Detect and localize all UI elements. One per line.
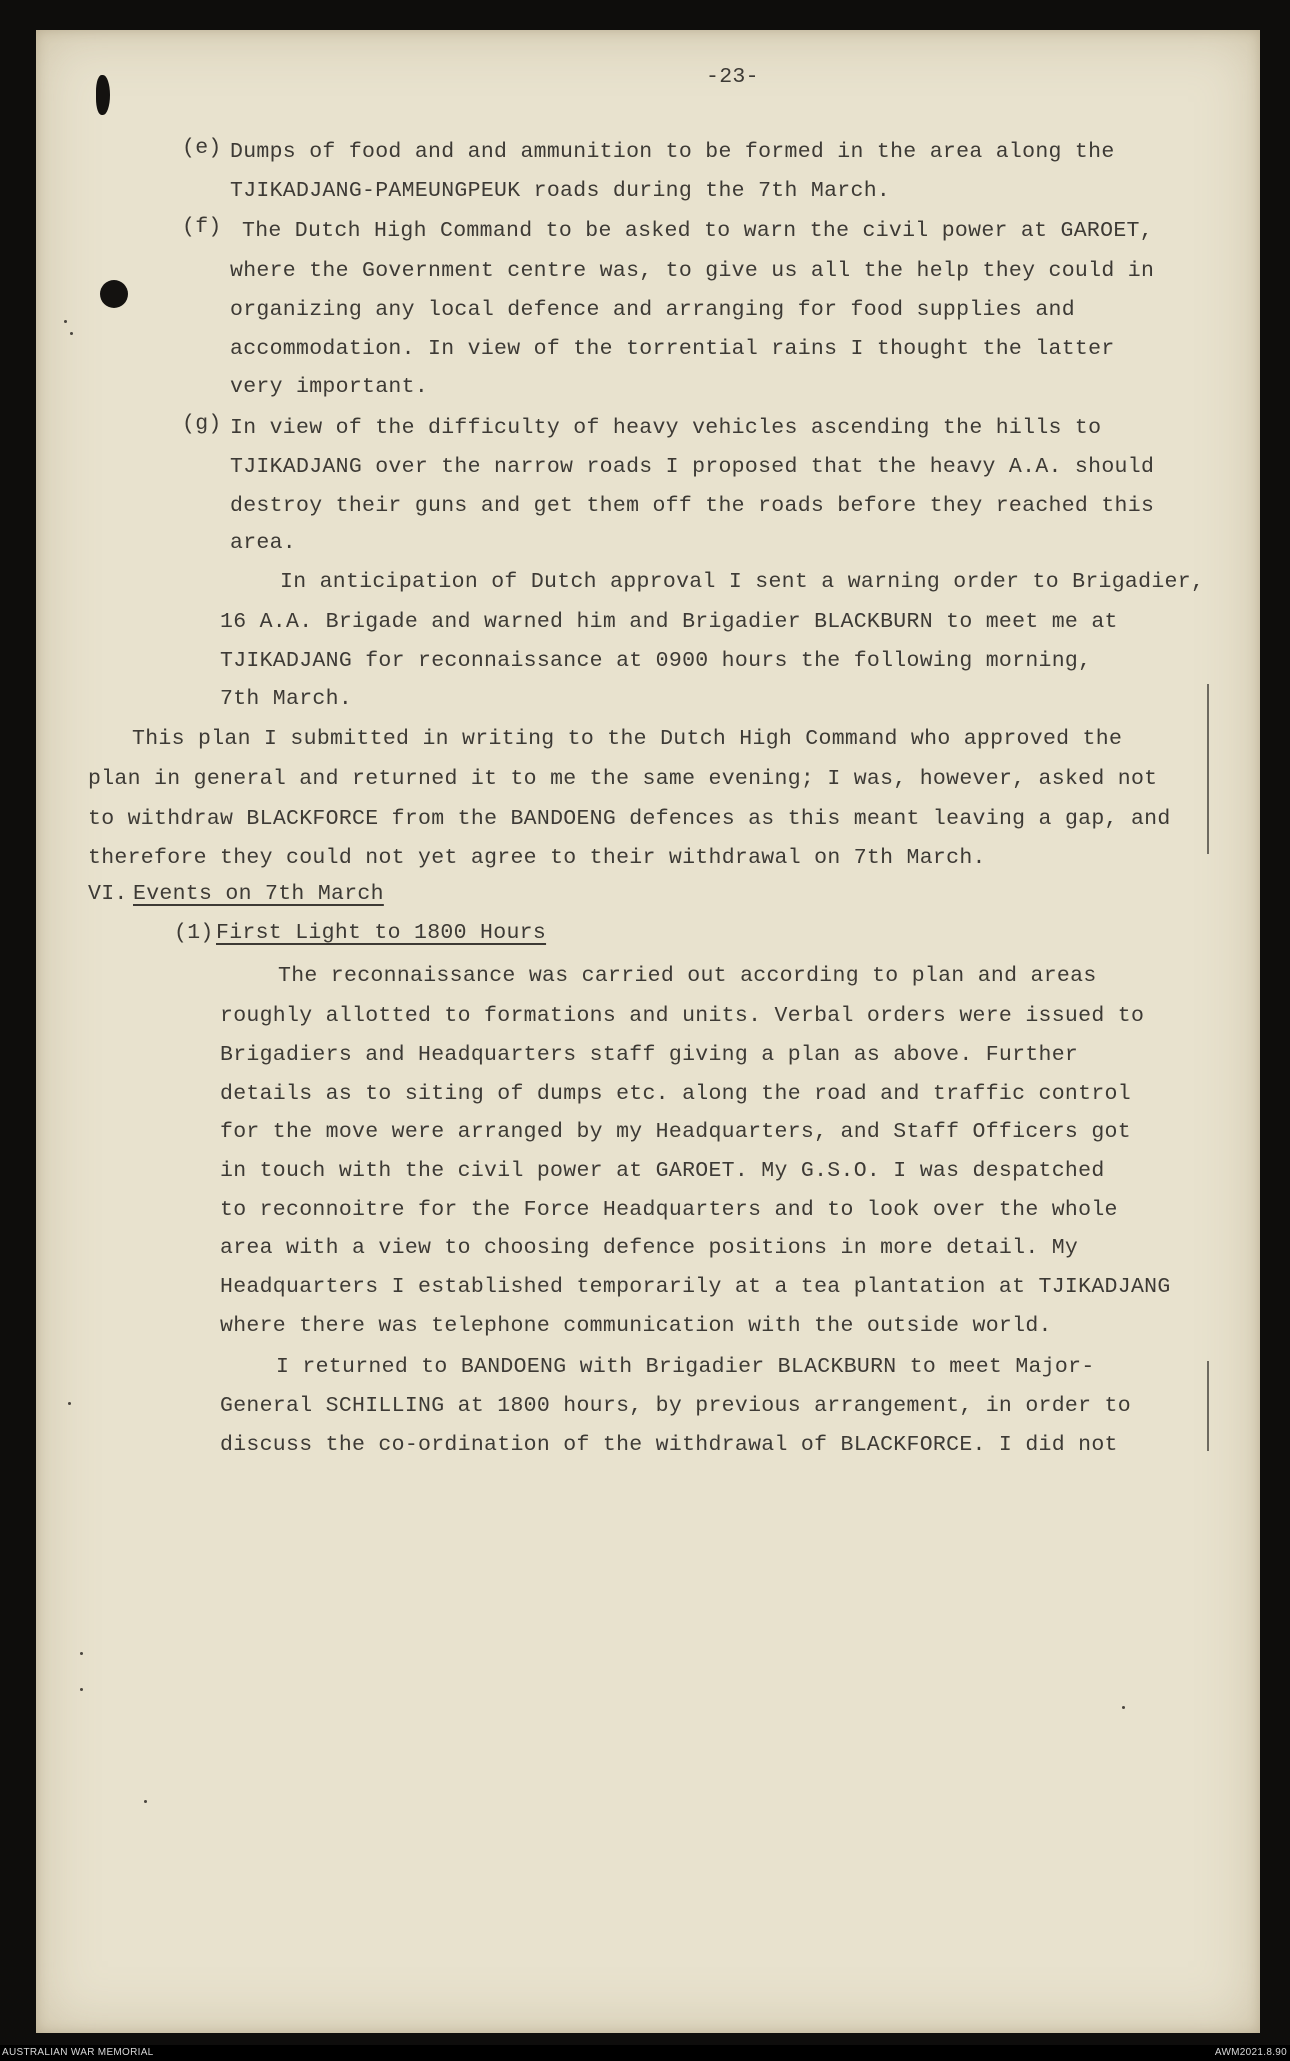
reconnaissance-line-1: The reconnaissance was carried out according to plan and areas — [278, 964, 1097, 988]
anticipation-line-4: 7th March. — [220, 687, 353, 711]
reconnaissance-line-8: area with a view to choosing defence positions in more detail. My — [220, 1236, 1079, 1260]
margin-bar-plan — [1207, 684, 1209, 854]
speck — [80, 1652, 83, 1655]
speck — [1122, 1706, 1125, 1709]
reconnaissance-line-3: Brigadiers and Headquarters staff giving a plan as above. Further — [220, 1043, 1079, 1067]
anticipation-line-2: 16 A.A. Brigade and warned him and Brigadier BLACKBURN to meet me at — [220, 610, 1118, 634]
item-e-label: (e) — [182, 136, 222, 160]
reconnaissance-line-5: for the move were arranged by my Headquarters, and Staff Officers got — [220, 1120, 1131, 1144]
speck — [144, 1800, 147, 1803]
returned-line-1: I returned to BANDOENG with Brigadier BLACKBURN to meet Major- — [276, 1355, 1095, 1379]
item-f-line-5: very important. — [230, 375, 429, 399]
item-g-line-3: destroy their guns and get them off the roads before they reached this — [230, 494, 1155, 518]
document-page — [36, 30, 1260, 2033]
speck — [80, 1688, 83, 1691]
speck — [70, 332, 73, 335]
footer-credit: AUSTRALIAN WAR MEMORIAL — [2, 2047, 154, 2058]
item-g-line-2: TJIKADJANG over the narrow roads I proposed that the heavy A.A. should — [230, 455, 1155, 479]
plan-line-3: to withdraw BLACKFORCE from the BANDOENG defences as this meant leaving a gap, and — [88, 807, 1171, 831]
item-f-line-1: The Dutch High Command to be asked to warn the civil power at GAROET, — [242, 219, 1153, 243]
subsection-title: First Light to 1800 Hours — [216, 921, 547, 945]
reconnaissance-line-10: where there was telephone communication with the outside world. — [220, 1314, 1052, 1338]
speck — [68, 1402, 71, 1405]
footer-bar — [0, 2045, 1290, 2061]
returned-line-3: discuss the co-ordination of the withdrawal of BLACKFORCE. I did not — [220, 1433, 1118, 1457]
item-g-line-4: area. — [230, 531, 297, 555]
item-g-label: (g) — [182, 412, 222, 436]
item-f-line-4: accommodation. In view of the torrential rains I thought the latter — [230, 337, 1115, 361]
reconnaissance-line-9: Headquarters I established temporarily at a tea plantation at TJIKADJANG — [220, 1275, 1171, 1299]
plan-line-2: plan in general and returned it to me the same evening; I was, however, asked not — [88, 767, 1158, 791]
item-f-line-3: organizing any local defence and arranging for food supplies and — [230, 298, 1075, 322]
reconnaissance-line-4: details as to siting of dumps etc. along the road and traffic control — [220, 1082, 1131, 1106]
item-g-line-1: In view of the difficulty of heavy vehicles ascending the hills to — [230, 416, 1102, 440]
anticipation-line-3: TJIKADJANG for reconnaissance at 0900 hours the following morning, — [220, 649, 1092, 673]
plan-line-1: This plan I submitted in writing to the Dutch High Command who approved the — [132, 727, 1123, 751]
punch-hole — [100, 280, 128, 308]
item-f-line-2: where the Government centre was, to give us all the help they could in — [230, 259, 1155, 283]
reconnaissance-line-7: to reconnoitre for the Force Headquarters and to look over the whole — [220, 1198, 1118, 1222]
anticipation-line-1: In anticipation of Dutch approval I sent a warning order to Brigadier, — [280, 570, 1205, 594]
margin-bar-returned — [1207, 1361, 1209, 1451]
plan-line-4: therefore they could not yet agree to their withdrawal on 7th March. — [88, 846, 986, 870]
reconnaissance-line-6: in touch with the civil power at GAROET. My G.S.O. I was despatched — [220, 1159, 1105, 1183]
item-e-line-1: Dumps of food and and ammunition to be formed in the area along the — [230, 140, 1115, 164]
reconnaissance-line-2: roughly allotted to formations and units. Verbal orders were issued to — [220, 1004, 1145, 1028]
returned-line-2: General SCHILLING at 1800 hours, by previous arrangement, in order to — [220, 1394, 1131, 1418]
speck — [64, 320, 67, 323]
footer-reference: AWM2021.8.90 — [1214, 2047, 1287, 2058]
page-number: -23- — [706, 65, 759, 89]
ink-blot — [96, 75, 110, 115]
item-f-label: (f) — [182, 215, 222, 239]
item-e-line-2: TJIKADJANG-PAMEUNGPEUK roads during the 7th March. — [230, 179, 891, 203]
section-title: Events on 7th March — [133, 882, 384, 906]
subsection-number: (1) — [174, 921, 214, 945]
section-number: VI. — [88, 882, 128, 906]
